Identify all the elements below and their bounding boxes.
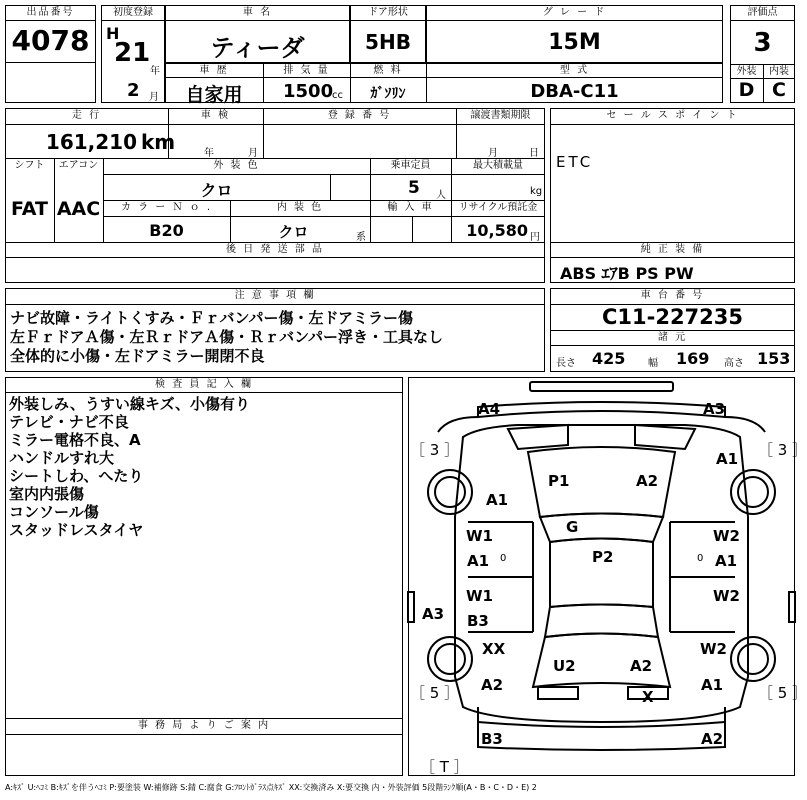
year-unit: 年 [150,66,160,77]
wheel-rl-inner [435,644,465,674]
displacement-unit: cc [332,90,343,101]
divider [5,392,403,393]
inspector-line: コンソール傷 [9,503,99,521]
inspector-label: 検 査 員 記 入 欄 [155,379,253,390]
damage-mark: A1 [701,676,724,694]
damage-mark: W2 [700,640,727,658]
damage-mark: A1 [716,450,739,468]
rear-lamp-left [538,687,578,699]
mirror-right [789,592,795,622]
transfer-month-unit: 月 [488,148,498,159]
sales-point-value: ETC [556,153,594,171]
divider [5,62,96,63]
divider [5,734,403,735]
mileage-unit: km [141,130,176,154]
caution-line: 全体的に小傷・左ドアミラー開閉不良 [10,347,265,365]
max-load-unit: kg [530,186,543,197]
spare-tire-mark: ［ T ］ [420,758,469,776]
int-color-value: クロ [278,223,309,241]
divider [550,345,795,346]
damage-mark: A2 [636,472,659,490]
damage-mark: W2 [713,587,740,605]
model-label: 型 式 [559,65,590,76]
divider [103,174,545,175]
damage-mark: W1 [466,527,493,545]
shift-value: FAT [11,198,48,220]
tire-fr-mark: ［ 3 ］ [758,441,807,459]
damage-mark: A2 [630,657,653,675]
capacity-unit: 人 [436,190,446,201]
damage-mark: P2 [592,548,614,566]
aircon-label: エアコン [58,160,99,171]
equipment-value: ABS ｴｱB PS PW [560,264,694,283]
damage-mark: A1 [486,491,509,509]
zero-mark: 0 [500,553,507,564]
shift-label: シフト [14,160,45,171]
wheel-fl-inner [435,477,465,507]
inspector-line: ハンドルすれ大 [9,449,115,467]
history-label: 車 歴 [199,65,229,76]
first-reg-label: 初度登録 [113,7,153,18]
int-color-unit: 系 [356,232,366,243]
recycle-value: 10,580 [466,221,528,240]
headlight-left [508,425,568,449]
damage-mark: A4 [478,400,501,418]
mirror-left [408,592,414,622]
height-value: 153 [757,349,791,368]
car-name-value: ティーダ [210,34,305,62]
lot-no-label: 出品番号 [26,7,75,18]
caution-label: 注 意 事 項 欄 [234,290,316,301]
damage-mark: A1 [715,552,738,570]
int-color-label: 内 装 色 [276,202,324,213]
corner-fl [438,417,478,432]
damage-mark: A2 [481,676,504,694]
inspection-year-unit: 年 [204,148,214,159]
inspector-line: テレビ・ナビ不良 [9,413,129,431]
damage-mark: P1 [548,472,570,490]
damage-mark: A3 [422,605,445,623]
displacement-value: 1500 [283,81,334,102]
car-name-label: 車 名 [242,7,273,18]
import-label: 輸 入 車 [387,202,434,213]
month-unit: 月 [149,92,159,103]
lot-no-value: 4078 [11,24,90,57]
divider [550,124,795,125]
divider [165,20,350,21]
score-value: 3 [753,28,772,58]
recycle-label: リサイクル預託金 [458,202,538,213]
width-label: 幅 [648,358,658,369]
damage-mark: W2 [713,527,740,545]
length-value: 425 [592,349,626,368]
tire-rr-mark: ［ 5 ］ [758,684,807,702]
chassis-label: 車 台 番 号 [640,290,705,301]
damage-mark: XX [482,640,506,658]
inspector-line: ミラー電格不良、A [9,431,141,449]
divider [5,20,96,21]
tire-fl-mark: ［ 3 ］ [410,441,460,459]
reg-no-label: 登 録 番 号 [327,110,392,121]
model-value: DBA-C11 [530,81,619,102]
damage-mark: X [642,688,654,706]
ext-color-label: 外 装 色 [213,160,260,171]
transfer-day-unit: 日 [529,148,539,159]
width-value: 169 [676,349,710,368]
divider [426,20,723,21]
transfer-label: 譲渡書類期限 [470,110,531,121]
damage-mark: U2 [553,657,576,675]
ext-color-value: クロ [200,181,233,200]
divider [550,257,795,258]
rear-panel-outline [478,707,725,727]
length-label: 長さ [556,358,576,369]
divider [5,124,545,125]
legend-text: A:ｷｽﾞ U:ﾍｺﾐ B:ｷｽﾞを伴うﾍｺﾐ P:要塗装 W:補修跡 S:錆 C:腐食 G:ﾌﾛﾝﾄｶﾞﾗｽ点ｷｽﾞ XX:交換済み X:要交換 内・外装評価 5段階ﾗﾝｸ順(A・B・C・D・E) 2 [5,783,537,792]
corner-fr [725,417,765,432]
damage-mark: A1 [467,552,490,570]
rear-window-outline [545,605,658,638]
damage-mark: A2 [701,730,724,748]
fuel-value: ｶﾞｿﾘﾝ [370,86,406,102]
divider [103,216,545,217]
recycle-unit: 円 [530,232,540,243]
mileage-label: 走 行 [71,110,102,121]
office-label: 事 務 局 よ り ご 案 内 [137,720,271,731]
inspector-line: シートしわ、へたり [9,467,144,485]
inspection-label: 車 検 [200,110,231,121]
rear-bumper-outline [478,707,725,750]
divider [350,20,426,21]
damage-mark: A3 [703,400,726,418]
color-no-label: カ ラ ー Ｎ ｏ . [120,202,213,213]
chassis-value: C11-227235 [601,305,744,329]
inspector-line: 外装しみ、うすい線キズ、小傷有り [9,395,251,413]
capacity-value: 5 [408,178,420,198]
grade-label: グ レ ー ド [542,7,607,18]
history-value: 自家用 [185,84,243,106]
exterior-value: D [738,79,755,101]
color-no-value: B20 [149,221,184,240]
damage-mark: B3 [467,612,489,630]
door-label: ドア形状 [368,7,408,18]
front-panel-outline [478,402,725,417]
inspector-line: 室内内張傷 [9,485,85,503]
month-value: 2 [127,80,140,101]
damage-mark: B3 [481,730,503,748]
headlight-right [635,425,695,449]
equipment-label: 純 正 装 備 [640,244,705,255]
fuel-label: 燃 料 [373,65,403,76]
caution-line: ナビ故障・ライトくすみ・Ｆｒバンパー傷・左ドアミラー傷 [10,309,414,327]
displacement-label: 排 気 量 [283,65,330,76]
sales-point-label: セ ー ル ス ポ イ ン ト [606,110,739,121]
damage-mark: W1 [466,587,493,605]
divider [412,216,413,242]
interior-label: 内装 [769,66,789,77]
zero-mark: 0 [697,553,704,564]
later-parts-label: 後 日 発 送 部 品 [226,244,324,255]
specs-label: 諸 元 [657,332,688,343]
divider [330,174,331,200]
divider [730,20,795,21]
max-load-label: 最大積載量 [473,160,523,171]
damage-mark: G [566,518,579,536]
front-bumper-outline [530,382,673,391]
interior-value: C [772,79,786,101]
height-label: 高さ [724,358,744,369]
inspection-month-unit: 月 [248,148,258,159]
capacity-label: 乗車定員 [390,160,431,171]
wheel-rr-inner [738,644,768,674]
tire-rl-mark: ［ 5 ］ [410,684,460,702]
era-value: H [106,24,120,43]
divider [101,20,165,21]
aircon-value: AAC [56,198,101,220]
inspector-line: スタッドレスタイヤ [9,521,144,539]
year-value: 21 [114,38,151,68]
car-diagram-svg [408,377,795,776]
wheel-fr-inner [738,477,768,507]
score-label: 評価点 [747,7,778,18]
mileage-value: 161,210 [45,130,137,154]
door-value: 5HB [365,30,411,54]
divider [5,257,545,258]
divider [165,77,723,78]
divider [5,304,545,305]
caution-line: 左ＦｒドアＡ傷・左ＲｒドアＡ傷・Ｒｒバンパー浮き・工具なし [10,328,444,346]
exterior-label: 外装 [736,66,757,77]
grade-value: 15M [548,30,601,55]
